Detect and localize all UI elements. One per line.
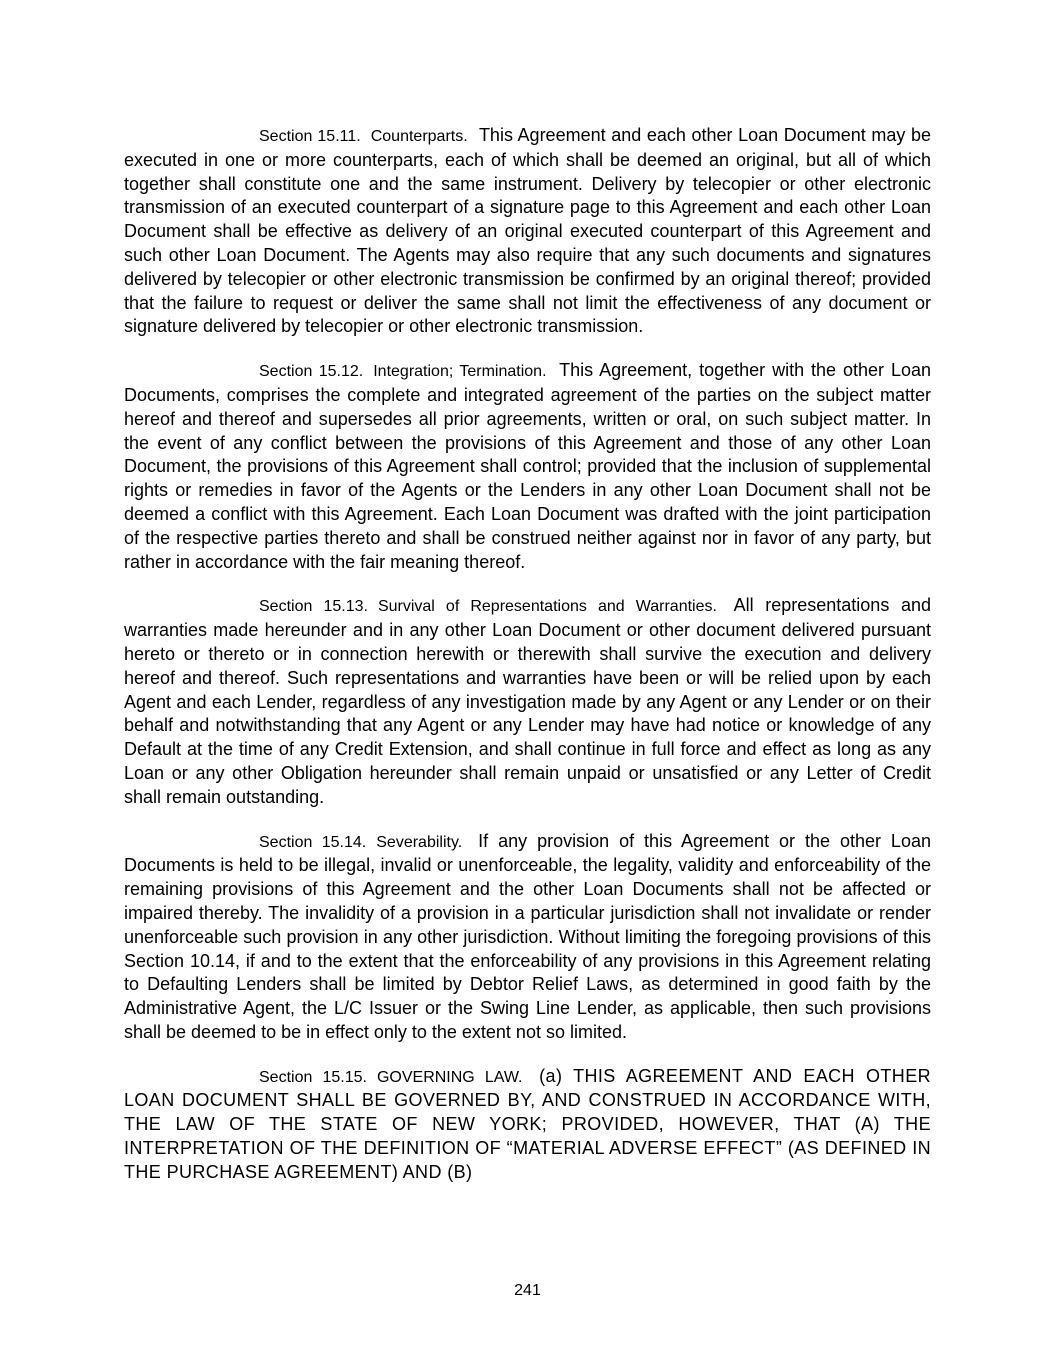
section-number: Section 15.12.: [259, 363, 364, 381]
section-heading: [124, 128, 474, 145]
section-body: (a) THIS AGREEMENT AND EACH OTHER LOAN DOCUMENT SHALL BE GOVERNED BY, AND CONSTRUED IN ACCORDANCE WITH, THE LAW OF THE STATE OF NEW YORK; PROVIDED, HOWEVER, THAT (A) THE INTERPRETATION OF THE DEFINITION OF “MATERIAL ADVERSE EFFECT” (AS DEFINED IN THE PURCHASE AGREEMENT) AND (B): [124, 1065, 931, 1182]
section-15-13: [124, 594, 931, 809]
section-heading: [124, 1069, 528, 1086]
section-title: Integration; Termination.: [373, 363, 547, 381]
section-heading: [124, 598, 723, 615]
section-body: This Agreement and each other Loan Document may be executed in one or more counterparts, each of which shall be deemed an original, but all of which together shall constitute one and the same instrument. Delivery by telecopier or other electronic transmission of an executed counterpart of a signature page to this Agreement and each other Loan Document shall be effective as delivery of an original executed counterpart of this Agreement and such other Loan Document. The Agents may also require that any such documents and signatures delivered by telecopier or other electronic transmission be confirmed by an original thereof; provided that the failure to request or deliver the same shall not limit the effectiveness of any document or signature delivered by telecopier or other electronic transmission.: [124, 125, 931, 337]
section-15-14: [124, 830, 931, 1045]
section-15-15: [124, 1065, 931, 1185]
section-title: Severability.: [376, 833, 463, 851]
section-body: All representations and warranties made hereunder and in any other Loan Document or other document delivered pursuant hereto or thereto or in connection herewith or therewith shall survive the execution and delivery hereof and thereof. Such representations and warranties have been or will be relied upon by each Agent and each Lender, regardless of any investigation made by any Agent or any Lender or on their behalf and notwithstanding that any Agent or any Lender may have had notice or knowledge of any Default at the time of any Credit Extension, and shall continue in full force and effect as long as any Loan or any other Obligation hereunder shall remain unpaid or unsatisfied or any Letter of Credit shall remain outstanding.: [124, 595, 931, 807]
section-number: Section 15.11.: [259, 128, 361, 145]
section-body: This Agreement, together with the other Loan Documents, comprises the complete and integrated agreement of the parties on the subject matter hereof and thereof and supersedes all prior agreements, written or oral, on such subject matter. In the event of any conflict between the provisions of this Agreement and those of any other Loan Document, the provisions of this Agreement shall control; provided that the inclusion of supplemental rights or remedies in favor of the Agents or the Lenders in any other Loan Document shall not be deemed a conflict with this Agreement. Each Loan Document was drafted with the joint participation of the respective parties thereto and shall be construed neither against nor in favor of any party, but rather in accordance with the fair meaning thereof.: [124, 360, 931, 572]
document-page: [124, 124, 931, 1205]
section-title: Counterparts.: [370, 128, 468, 145]
section-15-12: [124, 359, 931, 574]
section-heading: [124, 834, 468, 851]
section-number: Section 15.15.: [259, 1068, 367, 1086]
section-title: GOVERNING LAW.: [376, 1068, 523, 1086]
section-15-11: [124, 124, 931, 339]
section-heading: [124, 363, 553, 380]
section-number: Section 15.13.: [259, 598, 368, 616]
section-body: If any provision of this Agreement or the other Loan Documents is held to be illegal, invalid or unenforceable, the legality, validity and enforceability of the remaining provisions of this Agreement and the other Loan Documents shall not be affected or impaired thereby. The invalidity of a provision in a particular jurisdiction shall not invalidate or render unenforceable such provision in any other jurisdiction. Without limiting the foregoing provisions of this Section 10.14, if and to the extent that the enforceability of any provisions in this Agreement relating to Defaulting Lenders shall be limited by Debtor Relief Laws, as determined in good faith by the Administrative Agent, the L/C Issuer or the Swing Line Lender, as applicable, then such provisions shall be deemed to be in effect only to the extent not so limited.: [124, 830, 931, 1042]
section-title: Survival of Representations and Warranties.: [377, 598, 717, 616]
section-number: Section 15.14.: [259, 833, 367, 851]
page-number: 241: [514, 1282, 541, 1299]
